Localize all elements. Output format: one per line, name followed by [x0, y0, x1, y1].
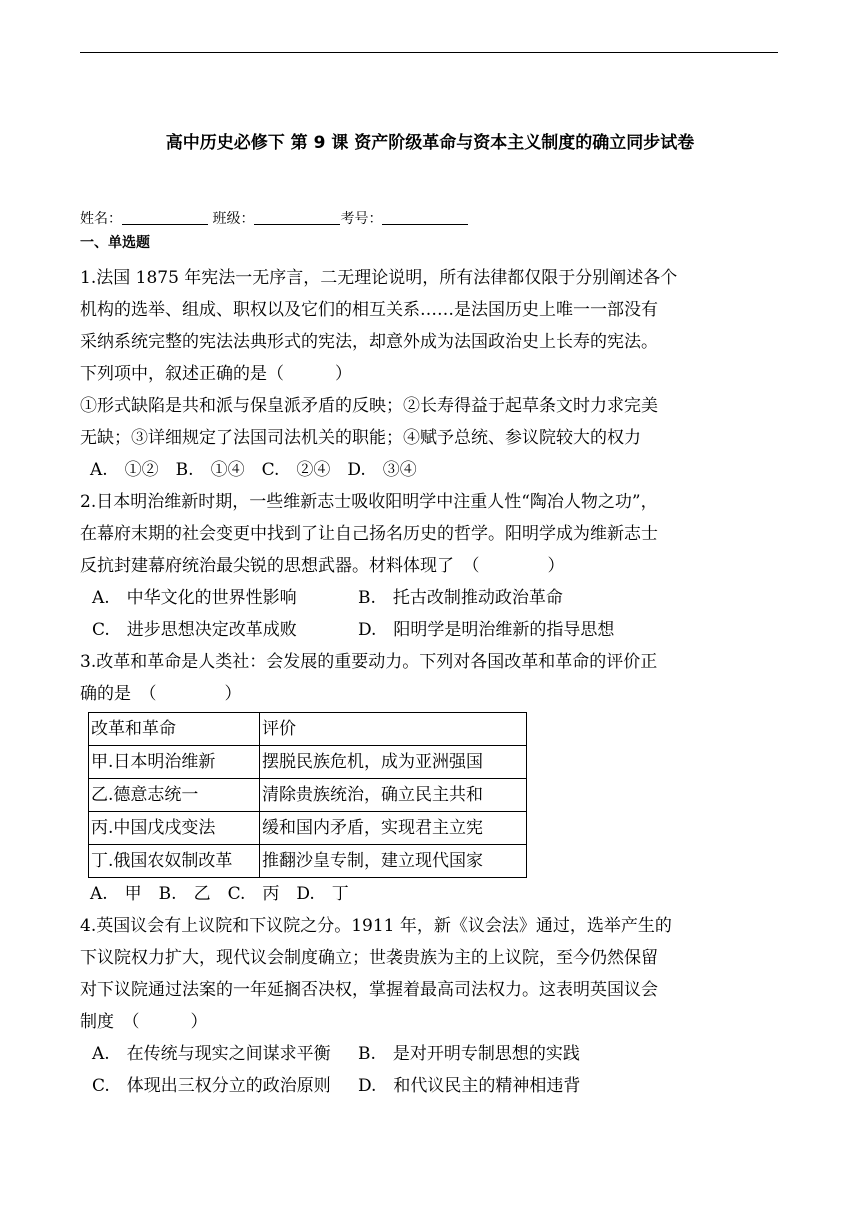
class-blank[interactable]	[254, 210, 340, 225]
table-cell: 缓和国内矛盾，实现君主立宪	[260, 812, 527, 845]
option-b: B. 托古改制推动政治革命	[358, 588, 563, 608]
question-3	[80, 646, 780, 910]
answer-options	[80, 1070, 780, 1102]
question-line: 1.法国 1875 年宪法一无序言，二无理论说明，所有法律都仅限于分别阐述各个	[80, 268, 678, 288]
option-d: D. 阳明学是明治维新的指导思想	[358, 620, 615, 640]
question-line: 3.改革和革命是人类社：会发展的重要动力。下列对各国改革和革命的评价正	[80, 652, 658, 672]
name-label: 姓名：	[80, 211, 122, 227]
question-2	[80, 486, 780, 646]
answer-options	[80, 878, 780, 910]
class-label: 班级：	[212, 211, 255, 227]
question-line: 机构的选举、组成、职权以及它们的相互关系……是法国历史上唯一一部没有	[80, 300, 658, 320]
question-line: 确的是 （ ）	[80, 684, 242, 704]
section-heading: 一、单选题	[80, 235, 150, 251]
option-c: C. 进步思想决定改革成败	[92, 620, 297, 640]
question-1	[80, 262, 780, 486]
answer-options	[80, 614, 780, 646]
page-title: 高中历史必修下 第 9 课 资产阶级革命与资本主义制度的确立同步试卷	[165, 133, 695, 153]
table-row	[89, 812, 527, 845]
question-line: ①形式缺陷是共和派与保皇派矛盾的反映；②长寿得益于起草条文时力求完美	[80, 396, 658, 416]
question-line: 无缺；③详细规定了法国司法机关的职能；④赋予总统、参议院较大的权力	[80, 428, 641, 448]
table-cell: 丙.中国戊戌变法	[89, 812, 260, 845]
table-header: 改革和革命	[89, 713, 260, 746]
question-line: 制度 （ ）	[80, 1012, 208, 1032]
option-c: C. 体现出三权分立的政治原则	[92, 1076, 331, 1096]
answer-options	[80, 582, 780, 614]
options-text: A. 甲 B. 乙 C. 丙 D. 丁	[90, 884, 349, 904]
question-line: 反抗封建幕府统治最尖锐的思想武器。材料体现了 （ ）	[80, 556, 565, 576]
table-cell: 摆脱民族危机，成为亚洲强国	[260, 746, 527, 779]
option-d: D. 和代议民主的精神相违背	[358, 1076, 581, 1096]
table-header: 评价	[260, 713, 527, 746]
question-line: 2.日本明治维新时期，一些维新志士吸收阳明学中注重人性“陶冶人物之功”，	[80, 492, 658, 512]
questions	[80, 262, 780, 1102]
options-text: A. ①② B. ①④ C. ②④ D. ③④	[90, 460, 417, 480]
table-cell: 甲.日本明治维新	[89, 746, 260, 779]
header-rule	[80, 52, 778, 53]
question-line: 下列项中，叙述正确的是（ ）	[80, 364, 352, 384]
student-info	[80, 208, 468, 228]
table-row	[89, 845, 527, 878]
id-label: 考号：	[340, 211, 383, 227]
question-line: 在幕府末期的社会变更中找到了让自己扬名历史的哲学。阳明学成为维新志士	[80, 524, 658, 544]
question-line: 4.英国议会有上议院和下议院之分。1911 年，新《议会法》通过，选举产生的	[80, 916, 672, 936]
answer-options	[80, 454, 780, 486]
answer-options	[80, 1038, 780, 1070]
question-line: 下议院权力扩大，现代议会制度确立；世袭贵族为主的上议院，至今仍然保留	[80, 948, 658, 968]
question-line: 对下议院通过法案的一年延搁否决权，掌握着最高司法权力。这表明英国议会	[80, 980, 658, 1000]
option-b: B. 是对开明专制思想的实践	[358, 1044, 580, 1064]
id-blank[interactable]	[382, 210, 468, 225]
table-row	[89, 746, 527, 779]
name-blank[interactable]	[122, 210, 208, 225]
question-4	[80, 910, 780, 1102]
table-cell: 清除贵族统治，确立民主共和	[260, 779, 527, 812]
table-cell: 丁.俄国农奴制改革	[89, 845, 260, 878]
evaluation-table	[88, 712, 527, 878]
option-a: A. 中华文化的世界性影响	[92, 588, 297, 608]
table-row	[89, 779, 527, 812]
option-a: A. 在传统与现实之间谋求平衡	[92, 1044, 331, 1064]
question-line: 采纳系统完整的宪法法典形式的宪法，却意外成为法国政治史上长寿的宪法。	[80, 332, 658, 352]
table-cell: 推翻沙皇专制，建立现代国家	[260, 845, 527, 878]
table-cell: 乙.德意志统一	[89, 779, 260, 812]
table-header-row	[89, 713, 527, 746]
